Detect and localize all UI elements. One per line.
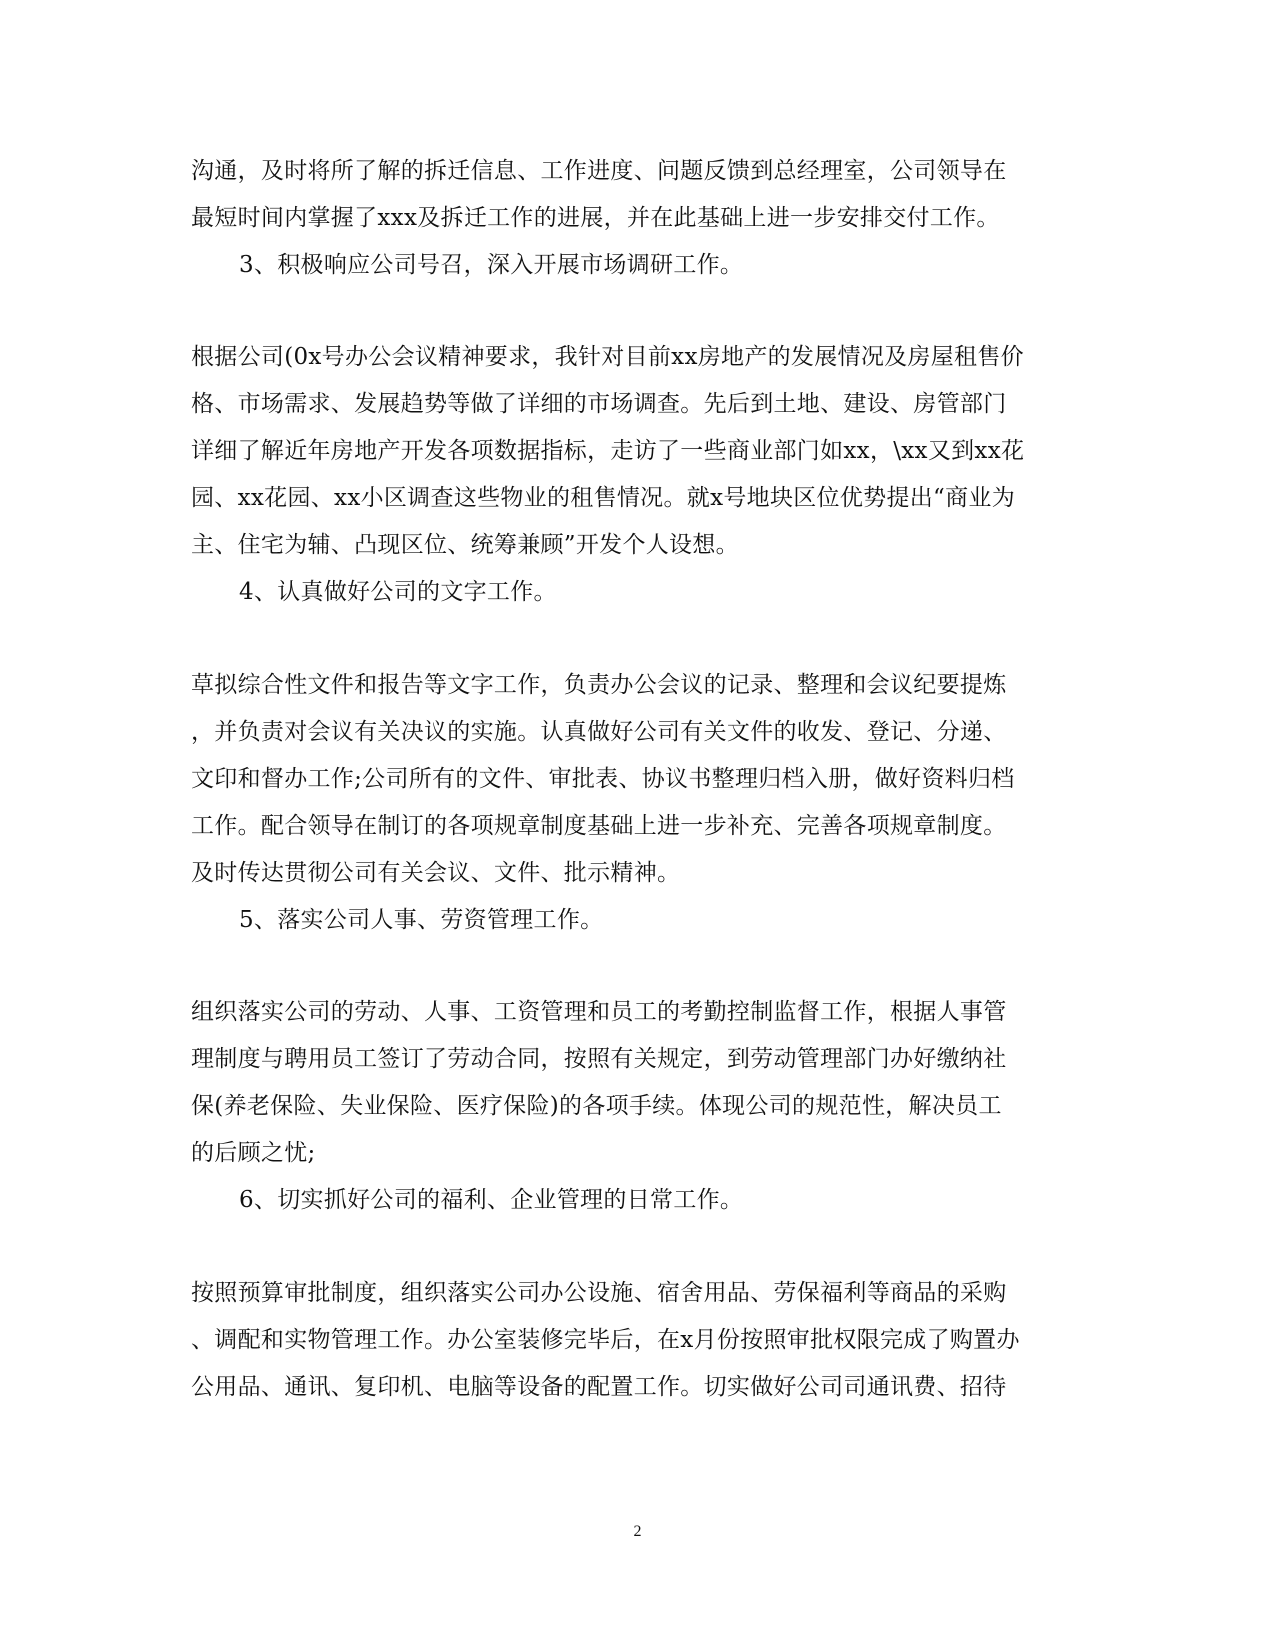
body-text-line: 根据公司(0x号办公会议精神要求，我针对目前xx房地产的发展情况及房屋租售价	[191, 344, 1024, 370]
body-text-line: 公用品、通讯、复印机、电脑等设备的配置工作。切实做好公司司通讯费、招待	[191, 1374, 1007, 1400]
page-number: 2	[633, 1523, 642, 1540]
body-text-line: 理制度与聘用员工签订了劳动合同，按照有关规定，到劳动管理部门办好缴纳社	[191, 1046, 1007, 1072]
section-heading: 3、积极响应公司号召，深入开展市场调研工作。	[239, 252, 744, 278]
body-text-line: ，并负责对会议有关决议的实施。认真做好公司有关文件的收发、登记、分递、	[191, 719, 1007, 745]
body-text-line: 及时传达贯彻公司有关会议、文件、批示精神。	[191, 860, 681, 886]
body-text-line: 文印和督办工作;公司所有的文件、审批表、协议书整理归档入册，做好资料归档	[191, 766, 1015, 792]
body-text-line: 保(养老保险、失业保险、医疗保险)的各项手续。体现公司的规范性，解决员工	[191, 1093, 1002, 1119]
body-text-line: 详细了解近年房地产开发各项数据指标，走访了一些商业部门如xx，\xx又到xx花	[191, 438, 1025, 464]
body-text-line: 按照预算审批制度，组织落实公司办公设施、宿舍用品、劳保福利等商品的采购	[191, 1280, 1007, 1306]
body-text-line: 草拟综合性文件和报告等文字工作，负责办公会议的记录、整理和会议纪要提炼	[191, 672, 1007, 698]
section-heading: 6、切实抓好公司的福利、企业管理的日常工作。	[239, 1187, 744, 1213]
section-heading: 4、认真做好公司的文字工作。	[239, 579, 557, 605]
body-text-line: 组织落实公司的劳动、人事、工资管理和员工的考勤控制监督工作，根据人事管	[191, 999, 1007, 1025]
body-text-line: 工作。配合领导在制订的各项规章制度基础上进一步补充、完善各项规章制度。	[191, 813, 1007, 839]
body-text-line: 主、住宅为辅、凸现区位、统筹兼顾”开发个人设想。	[191, 532, 739, 558]
body-text-line: 的后顾之忧;	[191, 1140, 316, 1166]
body-text-line: 园、xx花园、xx小区调查这些物业的租售情况。就x号地块区位优势提出“商业为	[191, 485, 1016, 511]
body-text-line: 格、市场需求、发展趋势等做了详细的市场调查。先后到土地、建设、房管部门	[191, 391, 1007, 417]
body-text-line: 、调配和实物管理工作。办公室装修完毕后，在x月份按照审批权限完成了购置办	[191, 1327, 1020, 1353]
body-text-line: 沟通，及时将所了解的拆迁信息、工作进度、问题反馈到总经理室，公司领导在	[191, 158, 1007, 184]
body-text-line: 最短时间内掌握了xxx及拆迁工作的进展，并在此基础上进一步安排交付工作。	[191, 205, 1000, 231]
section-heading: 5、落实公司人事、劳资管理工作。	[239, 907, 604, 933]
